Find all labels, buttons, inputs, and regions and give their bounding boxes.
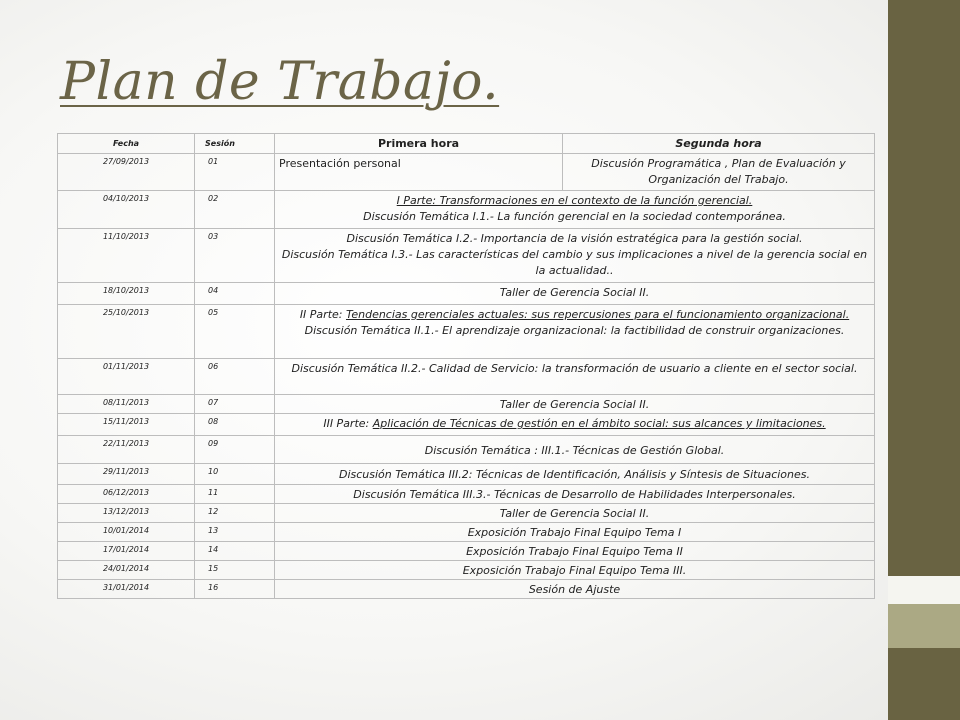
row-content: Discusión Temática : III.1.- Técnicas de Gestión Global. [275,436,875,464]
row-fecha: 31/01/2014 [58,580,195,599]
table-row [58,395,875,414]
row-sesion: 06 [195,359,275,395]
sidebar-band-dark-bottom [888,648,960,720]
table-row [58,485,875,504]
table-row [58,561,875,580]
table-row [58,464,875,485]
row-content-line: Discusión Temática I.2.- Importancia de la visión estratégica para la gestión social. [346,232,803,245]
row-fecha: 10/01/2014 [58,523,195,542]
row-content [275,191,875,229]
row-fecha: 25/10/2013 [58,305,195,359]
decorative-sidebar [888,0,960,720]
row-fecha: 08/11/2013 [58,395,195,414]
table-header-row [58,134,875,154]
row-segunda-hora: Discusión Programática , Plan de Evaluación y Organización del Trabajo. [563,154,875,191]
table-row [58,154,875,191]
row-sesion: 14 [195,542,275,561]
row-primera-hora: Presentación personal [275,154,563,191]
row-sesion: 05 [195,305,275,359]
table-row [58,305,875,359]
row-content: Discusión Temática III.2: Técnicas de Identificación, Análisis y Síntesis de Situaciones. [275,464,875,485]
sidebar-band-dark-top [888,0,960,576]
row-fecha: 24/01/2014 [58,561,195,580]
part-two-prefix: II Parte: [299,308,346,321]
row-fecha: 04/10/2013 [58,191,195,229]
row-sesion: 16 [195,580,275,599]
row-content: Taller de Gerencia Social II. [275,504,875,523]
row-sesion: 01 [195,154,275,191]
row-content: Exposición Trabajo Final Equipo Tema I [275,523,875,542]
row-fecha: 11/10/2013 [58,229,195,283]
row-fecha: 29/11/2013 [58,464,195,485]
row-sesion: 07 [195,395,275,414]
sidebar-band-tan [888,604,960,648]
table-row [58,414,875,436]
row-sesion: 13 [195,523,275,542]
schedule-table [57,133,875,599]
row-content-line: Discusión Temática II.1.- El aprendizaje organizacional: la factibilidad de construir organizaciones. [304,324,845,337]
table-row [58,523,875,542]
row-content: Sesión de Ajuste [275,580,875,599]
row-fecha: 22/11/2013 [58,436,195,464]
part-two-title: Tendencias gerenciales actuales: sus repercusiones para el funcionamiento organizacional. [345,308,850,321]
row-sesion: 15 [195,561,275,580]
part-three-prefix: III Parte: [323,417,373,430]
row-sesion: 09 [195,436,275,464]
page-title: Plan de Trabajo. [60,52,500,112]
header-sesion: Sesión [195,134,275,154]
header-segunda-hora: Segunda hora [563,134,875,154]
row-content-line: Discusión Temática I.3.- Las características del cambio y sus implicaciones a nivel de la gerencia social en la actualidad.. [281,248,868,277]
row-content [275,229,875,283]
row-sesion: 10 [195,464,275,485]
row-content [275,414,875,436]
row-content: Taller de Gerencia Social II. [275,283,875,305]
row-fecha: 15/11/2013 [58,414,195,436]
row-sesion: 02 [195,191,275,229]
part-one-heading: I Parte: Transformaciones en el contexto de la función gerencial. [396,194,753,207]
row-content: Discusión Temática III.3.- Técnicas de Desarrollo de Habilidades Interpersonales. [275,485,875,504]
row-sesion: 11 [195,485,275,504]
table-row [58,504,875,523]
table-row [58,580,875,599]
table-row [58,436,875,464]
row-content: Exposición Trabajo Final Equipo Tema III. [275,561,875,580]
row-content: Discusión Temática II.2.- Calidad de Servicio: la transformación de usuario a cliente en el sector social. [275,359,875,395]
row-fecha: 27/09/2013 [58,154,195,191]
header-fecha: Fecha [58,134,195,154]
header-primera-hora: Primera hora [275,134,563,154]
table-row [58,191,875,229]
row-sesion: 12 [195,504,275,523]
row-sesion: 08 [195,414,275,436]
row-fecha: 01/11/2013 [58,359,195,395]
sidebar-band-light [888,576,960,604]
row-content: Exposición Trabajo Final Equipo Tema II [275,542,875,561]
row-fecha: 18/10/2013 [58,283,195,305]
table-row [58,542,875,561]
row-content: Taller de Gerencia Social II. [275,395,875,414]
table-row [58,283,875,305]
table-row [58,359,875,395]
table-row [58,229,875,283]
row-sesion: 03 [195,229,275,283]
row-content [275,305,875,359]
part-two-heading [278,307,871,323]
row-sesion: 04 [195,283,275,305]
part-three-title: Aplicación de Técnicas de gestión en el ámbito social: sus alcances y limitaciones. [372,417,826,430]
row-fecha: 13/12/2013 [58,504,195,523]
row-fecha: 06/12/2013 [58,485,195,504]
row-content-line: Discusión Temática I.1.- La función gerencial en la sociedad contemporánea. [363,210,786,223]
row-fecha: 17/01/2014 [58,542,195,561]
